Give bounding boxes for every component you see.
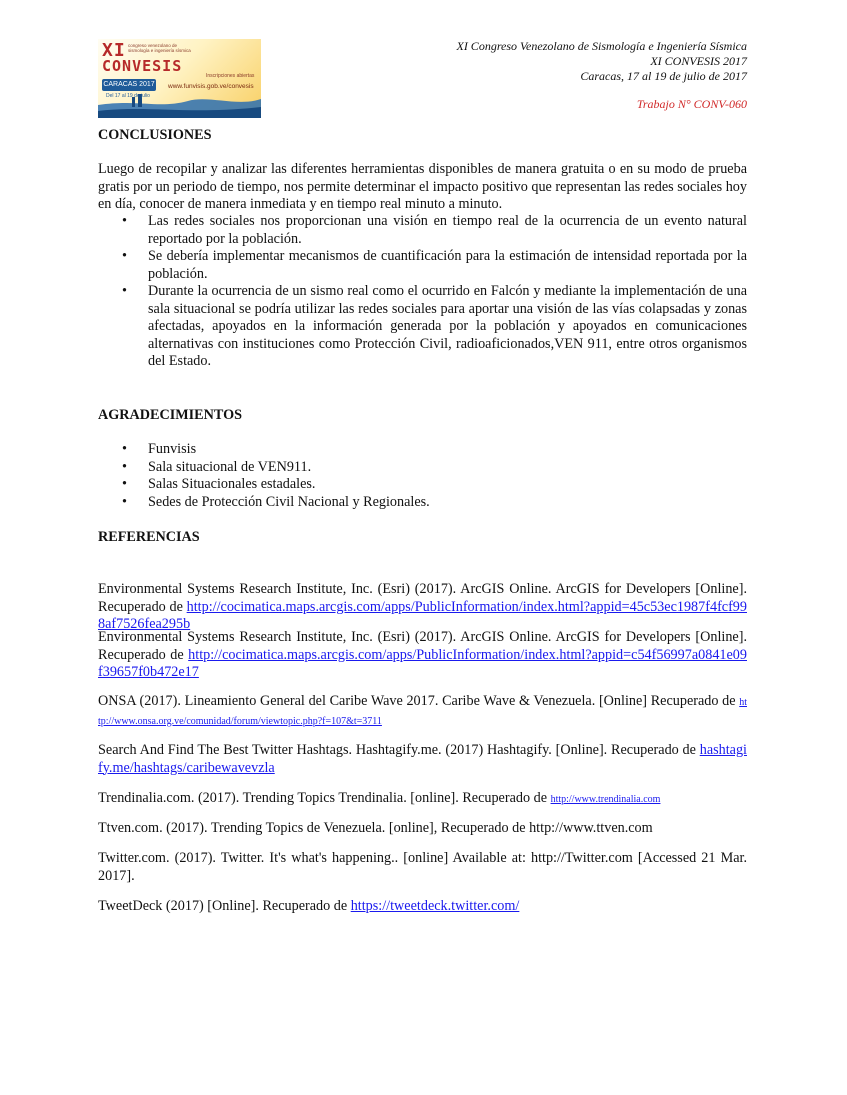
references-heading: REFERENCIAS — [98, 529, 200, 545]
reference-item — [98, 742, 747, 777]
list-item: • Durante la ocurrencia de un sismo real como el ocurrido en Falcón y mediante la implementación de una sala situacional se podría utilizar las redes sociales para aportar una visión de las vías colapsadas y zonas afectadas, apoyados en la información generada por la población y apoyados en comunicaciones alternativas con instituciones como Protección Civil, radioaficionados,VEN 911, entre otros organismos del Estado. — [98, 283, 747, 371]
reference-item — [98, 898, 747, 916]
reference-link[interactable]: http://cocimatica.maps.arcgis.com/apps/PublicInformation/index.html?appid=c54f56997a0841e09f39657f0b472e17 — [98, 646, 747, 680]
reference-item — [98, 790, 747, 809]
logo-xi: XI — [102, 40, 126, 61]
list-item: • Salas Situacionales estadales. — [98, 476, 747, 494]
reference-text: ONSA (2017). Lineamiento General del Caribe Wave 2017. Caribe Wave & Venezuela. [Online] Recuperado de — [98, 693, 740, 709]
list-item: • Las redes sociales nos proporcionan una visión en tiempo real de la ocurrencia de un evento natural reportado por la población. — [98, 213, 747, 248]
list-item: • Sala situacional de VEN911. — [98, 459, 747, 477]
header-paper-number: Trabajo N° CONV-060 — [636, 97, 747, 111]
page-header — [456, 39, 747, 112]
reference-text: TweetDeck (2017) [Online]. Recuperado de — [98, 898, 351, 914]
reference-item — [98, 820, 747, 838]
reference-text: Search And Find The Best Twitter Hashtags. Hashtagify.me. (2017) Hashtagify. [Online]. Recuperado de — [98, 742, 700, 758]
reference-link[interactable]: hashtagify.me/hashtags/caribewavevzla — [98, 742, 747, 776]
logo-convesis: CONVESIS — [102, 57, 183, 75]
acknowledgements-list — [98, 441, 747, 511]
reference-text: Environmental Systems Research Institute, Inc. (Esri) (2017). ArcGIS Online. ArcGIS for Developers [Online]. Recuperado de — [98, 629, 747, 663]
logo-city-badge: CARACAS 2017 — [102, 79, 156, 91]
logo-url: www.funvisis.gob.ve/convesis — [168, 83, 254, 90]
reference-link[interactable]: http://www.onsa.org.ve/comunidad/forum/viewtopic.php?f=107&t=3711 — [98, 697, 747, 727]
logo-inscriptions: Inscripciones abiertas — [206, 73, 255, 79]
header-location-date: Caracas, 17 al 19 de julio de 2017 — [580, 69, 747, 83]
reference-item — [98, 850, 747, 885]
list-item: • Sedes de Protección Civil Nacional y Regionales. — [98, 494, 747, 512]
reference-item — [98, 629, 747, 682]
reference-text: Environmental Systems Research Institute, Inc. (Esri) (2017). ArcGIS Online. ArcGIS for Developers [Online]. Recuperado de — [98, 581, 747, 615]
reference-link[interactable]: http://cocimatica.maps.arcgis.com/apps/PublicInformation/index.html?appid=45c53ec1987f4fcf998af7526fea295b — [98, 598, 747, 632]
header-congress-name: XI Congreso Venezolano de Sismología e Ingeniería Sísmica — [456, 39, 747, 53]
reference-item — [98, 581, 747, 634]
conclusions-intro: Luego de recopilar y analizar las diferentes herramientas disponibles de manera gratuita o en su modo de prueba gratis por un periodo de tiempo, nos permite determinar el impacto positivo que representan las redes sociales hoy en día, conocer de manera inmediata y en tiempo real minuto a minuto. — [98, 161, 747, 212]
logo-subtitle: congreso venezolano de sismología e ingeniería sísmica — [128, 43, 191, 53]
reference-text: Twitter.com. (2017). Twitter. It's what's happening.. [online] Available at: http://Twitter.com [Accessed 21 Mar. 2017]. — [98, 850, 747, 884]
conclusions-list — [98, 213, 747, 371]
reference-item — [98, 693, 747, 730]
acknowledgements-heading: AGRADECIMIENTOS — [98, 407, 243, 423]
conclusions-heading: CONCLUSIONES — [98, 127, 212, 143]
reference-link[interactable]: http://www.trendinalia.com — [550, 794, 661, 805]
list-item: • Funvisis — [98, 441, 747, 459]
reference-text: Trendinalia.com. (2017). Trending Topics Trendinalia. [online]. Recuperado de — [98, 790, 551, 806]
reference-link[interactable]: https://tweetdeck.twitter.com/ — [350, 898, 520, 914]
list-item: • Se debería implementar mecanismos de cuantificación para la estimación de intensidad reportada por la población. — [98, 248, 747, 283]
logo-dates: Del 17 al 19 de julio — [106, 93, 150, 99]
header-edition: XI CONVESIS 2017 — [650, 54, 747, 68]
convesis-logo — [98, 39, 261, 118]
reference-text: Ttven.com. (2017). Trending Topics de Venezuela. [online], Recuperado de http://www.ttven.com — [98, 820, 653, 836]
